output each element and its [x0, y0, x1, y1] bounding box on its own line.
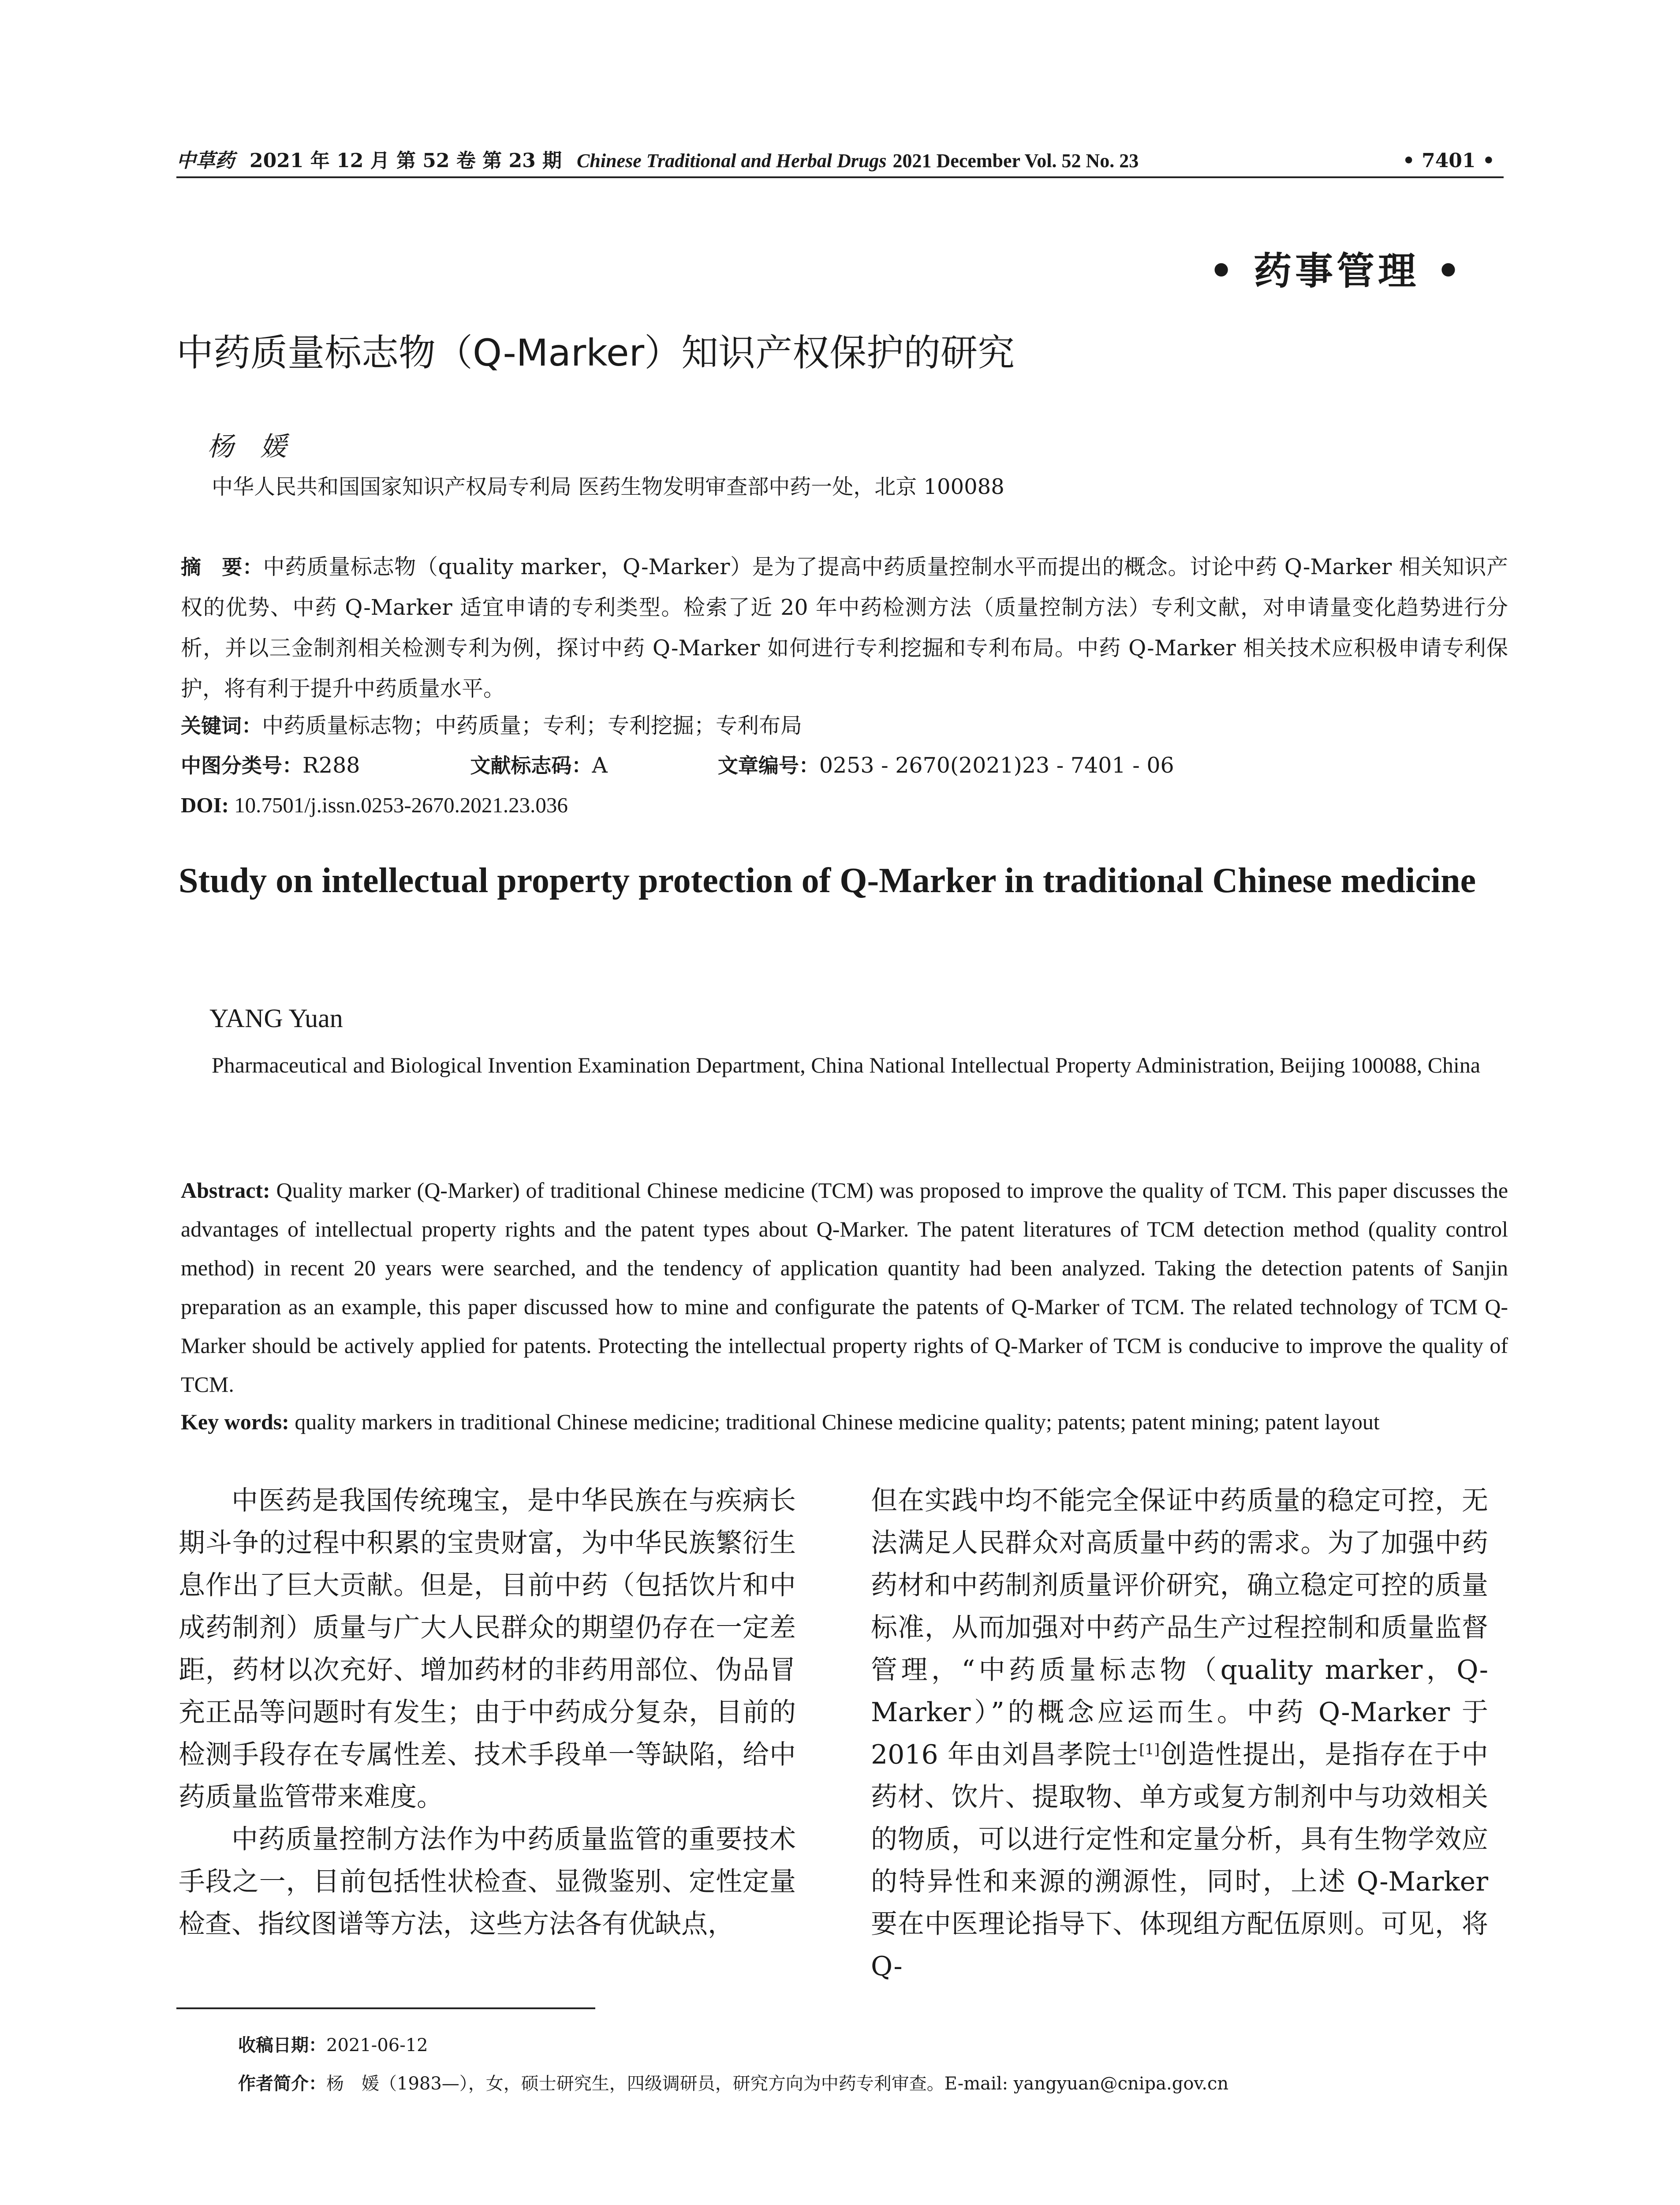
running-header: [176, 143, 1504, 179]
title-en: Study on intellectual property protection of Q-Marker in traditional Chinese medicine: [179, 861, 1476, 900]
body-paragraph: 中药质量控制方法作为中药质量监管的重要技术手段之一，目前包括性状检查、显微鉴别、定性定量检查、指纹图谱等方法，这些方法各有优缺点，: [179, 1824, 796, 1940]
received-date: 2021-06-12: [326, 2035, 428, 2056]
journal-name-cn: 中草药: [176, 149, 235, 172]
abstract-en: [181, 1171, 1508, 1404]
footnote-bio: [238, 2070, 1517, 2097]
keywords-cn: [181, 706, 1508, 746]
received-label: 收稿日期：: [238, 2035, 326, 2056]
citation-ref[interactable]: [1]: [1139, 1741, 1160, 1758]
keywords-cn-text: 中药质量标志物；中药质量；专利；专利挖掘；专利布局: [262, 713, 803, 738]
body-paragraph: 中医药是我国传统瑰宝，是中华民族在与疾病长期斗争的过程中积累的宝贵财富，为中华民族繁衍生息作出了巨大贡献。但是，目前中药（包括饮片和中成药制剂）质量与广大人民群众的期望仍存在一定差距，药材以次充好、增加药材的非药用部位、伪品冒充正品等问题时有发生；由于中药成分复杂，目前的检测手段存在专属性差、技术手段单一等缺陷，给中药质量监管带来难度。: [179, 1485, 796, 1813]
abstract-cn-text: 中药质量标志物（quality marker，Q-Marker）是为了提高中药质量控制水平而提出的概念。讨论中药 Q-Marker 相关知识产权的优势、中药 Q-Marker 适宜申请的专利类型。检索了近 20 年中药检测方法（质量控制方法）专利文献，对申请量变化趋势进行分析，并以三金制剂相关检测专利为例，探讨中药 Q-Marker 如何进行专利挖掘和专利布局。中药 Q-Marker 相关技术应积极申请专利保护，将有利于提升中药质量水平。: [181, 554, 1508, 701]
section-tag: • 药事管理 •: [1209, 249, 1464, 293]
bio-label: 作者简介：: [238, 2074, 326, 2094]
clc-value: R288: [302, 753, 360, 778]
bio-text: 杨 媛（1983—），女，硕士研究生，四级调研员，研究方向为中药专利审查。E-mail: yangyuan@cnipa.gov.cn: [326, 2074, 1229, 2094]
abstract-cn-label: 摘 要：: [181, 555, 263, 579]
keywords-en-text: quality markers in traditional Chinese medicine; traditional Chinese medicine quality; patents; patent mining; patent layout: [295, 1409, 1380, 1434]
abstract-en-label: Abstract:: [181, 1178, 270, 1203]
abstract-cn: [181, 547, 1508, 709]
body-text: 但在实践中均不能完全保证中药质量的稳定可控，无法满足人民群众对高质量中药的需求。为了加强中药药材和中药制剂质量评价研究，确立稳定可控的质量标准，从而加强对中药产品生产过程控制和质量监督管理，“中药质量标志物（quality marker，Q-Marker）”的概念应运而生。中药 Q-Marker 于 2016 年由刘昌孝院士: [871, 1485, 1488, 1770]
article-no-value: 0253 - 2670(2021)23 - 7401 - 06: [819, 753, 1174, 778]
keywords-en: [181, 1402, 1508, 1441]
title-cn: 中药质量标志物（Q-Marker）知识产权保护的研究: [176, 331, 1015, 374]
keywords-en-label: Key words:: [181, 1409, 289, 1434]
affiliation-cn: 中华人民共和国国家知识产权局专利局 医药生物发明审查部中药一处，北京 100088: [212, 475, 1004, 499]
body-column-left: [179, 1480, 796, 1945]
doc-code-value: A: [592, 753, 608, 778]
issue-info-en: 2021 December Vol. 52 No. 23: [892, 150, 1139, 172]
page-number: • 7401 •: [1402, 149, 1495, 172]
body-text: 创造性提出，是指存在于中药材、饮片、提取物、单方或复方制剂中与功效相关的物质，可以进行定性和定量分析，具有生物学效应的特异性和来源的溯源性，同时，上述 Q-Marker 要在中医理论指导下、体现组方配伍原则。可见，将 Q-: [871, 1739, 1488, 1982]
doc-code-label: 文献标志码：: [470, 754, 592, 777]
article-no-label: 文章编号：: [717, 754, 819, 777]
classification-row: [181, 745, 1508, 786]
doi-label: DOI:: [181, 793, 229, 817]
body-column-right: [871, 1480, 1488, 1988]
doi-row: [181, 785, 1508, 826]
clc-label: 中图分类号：: [181, 754, 302, 777]
abstract-en-text: Quality marker (Q-Marker) of traditional Chinese medicine (TCM) was proposed to improve the quality of TCM. This paper discusses the advantages of intellectual property rights and the patent types about Q-Marker. The patent literatures of TCM detection method (quality control method) in recent 20 years were searched, and the tendency of application quantity had been analyzed. Taking the detection patents of Sanjin preparation as an example, this paper discussed how to mine and configurate the patents of Q-Marker of TCM. The related technology of TCM Q-Marker should be actively applied for patents. Protecting the intellectual property rights of Q-Marker of TCM is conducive to improve the quality of TCM.: [181, 1178, 1508, 1397]
journal-name-en: Chinese Traditional and Herbal Drugs: [577, 150, 887, 172]
header-rule: [176, 176, 1504, 178]
doi-value: 10.7501/j.issn.0253-2670.2021.23.036: [234, 793, 568, 817]
affiliation-en: Pharmaceutical and Biological Invention Examination Department, China National Intellectual Property Administration, Beijing 100088, China: [212, 1053, 1481, 1077]
keywords-cn-label: 关键词：: [181, 714, 262, 738]
author-en: YANG Yuan: [209, 1004, 343, 1033]
footnote-received: [238, 2032, 1517, 2059]
footnote-rule: [176, 2007, 595, 2009]
author-cn: 杨媛: [207, 431, 313, 462]
body-paragraph: [871, 1480, 1488, 1988]
issue-info-cn: 2021 年 12 月 第 52 卷 第 23 期: [250, 149, 562, 172]
